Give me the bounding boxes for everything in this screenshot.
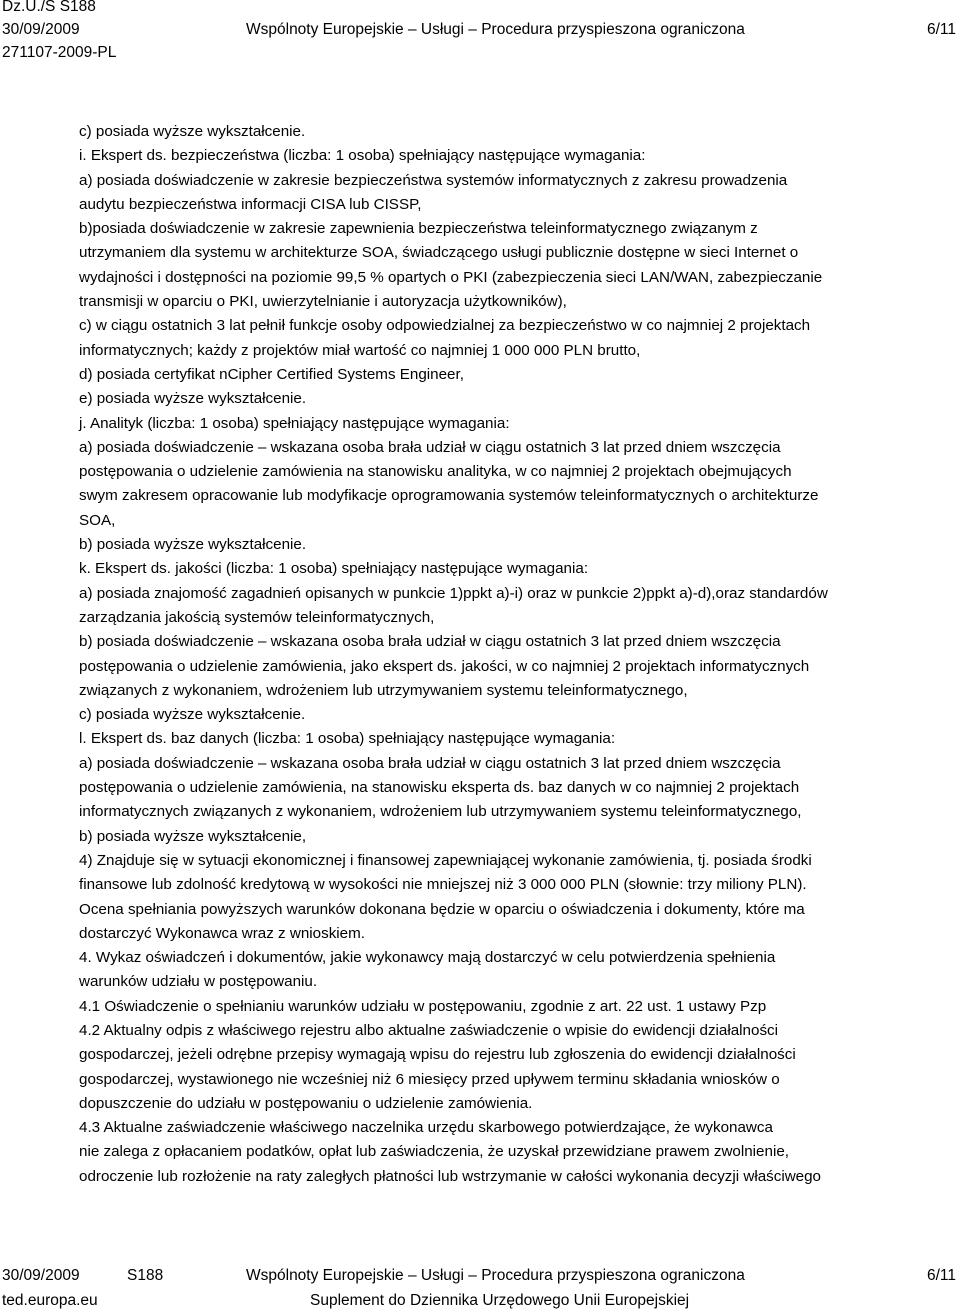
body-line: 4.3 Aktualne zaświadczenie właściwego naczelnika urzędu skarbowego potwierdzające, że wykonawca [79,1119,773,1137]
body-line: Ocena spełniania powyższych warunków dokonana będzie w oparciu o oświadczenia i dokumenty, które ma [79,900,805,918]
header-page-number: 6/11 [926,21,956,38]
body-line: c) posiada wyższe wykształcenie. [79,706,306,724]
body-line: zarządzania jakością systemów teleinformatycznych, [79,608,435,626]
body-line: gospodarczej, jeżeli odrębne przepisy wymagają wpisu do rejestru lub zgłoszenia do ewidencji działalności [79,1046,796,1064]
header-source: Dz.U./S S188 [2,0,96,15]
body-line: utrzymaniem dla systemu w architekturze SOA, świadczącego usługi publicznie dostępne w sieci Internet o [79,244,799,262]
body-line: postępowania o udzielenie zamówienia, jako ekspert ds. jakości, w co najmniej 2 projektach informatycznych [79,657,810,675]
footer-doc-code: S188 [127,1267,164,1284]
body-line: e) posiada wyższe wykształcenie. [79,390,307,408]
body-line: 4. Wykaz oświadczeń i dokumentów, jakie wykonawcy mają dostarczyć w celu potwierdzenia spełnienia [79,949,776,967]
body-line: k. Ekspert ds. jakości (liczba: 1 osoba) spełniający następujące wymagania: [79,560,589,578]
body-line: 4) Znajduje się w sytuacji ekonomicznej i finansowej zapewniającej wykonanie zamówienia, tj. posiada środki [79,851,812,869]
body-line: postępowania o udzielenie zamówienia, na stanowisku eksperta ds. baz danych w co najmniej 2 projektach [79,779,800,797]
body-line: nie zalega z opłacaniem podatków, opłat lub zaświadczenia, że uzyskał przewidziane prawem zwolnienie, [79,1143,789,1161]
footer-page-number: 6/11 [926,1267,956,1284]
body-line: a) posiada doświadczenie – wskazana osoba brała udział w ciągu ostatnich 3 lat przed dniem wszczęcia [79,438,781,456]
footer-date: 30/09/2009 [2,1267,80,1284]
body-line: informatycznych; każdy z projektów miał wartość co najmniej 1 000 000 PLN brutto, [79,341,641,359]
body-line: dostarczyć Wykonawca wraz z wnioskiem. [79,924,365,942]
footer-title: Wspólnoty Europejskie – Usługi – Procedura przyspieszona ograniczona [246,1267,745,1284]
body-line: wydajności i dostępności na poziomie 99,5 % opartych o PKI (zabezpieczenia sieci LAN/WAN, zabezpieczanie [79,268,823,286]
body-line: b) posiada wyższe wykształcenie, [79,827,307,845]
body-line: 4.2 Aktualny odpis z właściwego rejestru albo aktualne zaświadczenie o wpisie do ewidencji działalności [79,1021,779,1039]
footer-journal-name: Suplement do Dziennika Urzędowego Unii Europejskiej [310,1292,690,1309]
body-line: c) posiada wyższe wykształcenie. [79,123,306,140]
body-line: SOA, [79,511,116,529]
body-line: postępowania o udzielenie zamówienia na stanowisku analityka, w co najmniej 2 projektach obejmujących [79,463,792,481]
page-footer [0,1262,960,1311]
body-line: swym zakresem opracowanie lub modyfikacje oprogramowania systemów teleinformatycznych o architekturze [79,487,819,505]
body-line: a) posiada znajomość zagadnień opisanych w punkcie 1)ppkt a)-i) oraz w punkcie 2)ppkt a)-d),oraz standardów [79,584,828,602]
body-line: c) w ciągu ostatnich 3 lat pełnił funkcje osoby odpowiedzialnej za bezpieczeństwo w co najmniej 2 projektach [79,317,811,335]
body-line: b)posiada doświadczenie w zakresie zapewnienia bezpieczeństwa teleinformatycznego związanym z [79,220,758,238]
body-line: transmisji w oparciu o PKI, uwierzytelnianie i autoryzacja użytkowników), [79,293,567,311]
body-line: d) posiada certyfikat nCipher Certified Systems Engineer, [79,365,464,383]
page-header [0,0,960,72]
header-date: 30/09/2009 [2,21,80,38]
body-line: b) posiada doświadczenie – wskazana osoba brała udział w ciągu ostatnich 3 lat przed dniem wszczęcia [79,633,781,651]
footer-site-link[interactable]: ted.europa.eu [2,1292,98,1309]
body-line: warunków udziału w postępowaniu. [79,973,318,991]
body-line: i. Ekspert ds. bezpieczeństwa (liczba: 1 osoba) spełniający następujące wymagania: [79,147,646,165]
header-doc-id: 271107-2009-PL [2,44,117,61]
body-line: a) posiada doświadczenie – wskazana osoba brała udział w ciągu ostatnich 3 lat przed dniem wszczęcia [79,754,781,772]
body-line: związanych z wykonaniem, wdrożeniem lub utrzymywaniem systemu teleinformatycznego, [79,681,688,699]
body-line: j. Analityk (liczba: 1 osoba) spełniający następujące wymagania: [79,414,510,432]
body-line: gospodarczej, wystawionego nie wcześniej niż 6 miesięcy przed upływem terminu składania wniosków o [79,1070,780,1088]
body-line: odroczenie lub rozłożenie na raty zaległych płatności lub wstrzymanie w całości wykonania decyzji właściwego [79,1167,822,1185]
body-line: dopuszczenie do udziału w postępowaniu o udzielenie zamówienia. [79,1094,533,1112]
header-title: Wspólnoty Europejskie – Usługi – Procedura przyspieszona ograniczona [246,21,745,38]
body-line: informatycznych związanych z wykonaniem, wdrożeniem lub utrzymywaniem systemu teleinformatycznego, [79,803,802,821]
body-line: audytu bezpieczeństwa informacji CISA lub CISSP, [79,195,422,213]
body-line: l. Ekspert ds. baz danych (liczba: 1 osoba) spełniający następujące wymagania: [79,730,616,748]
body-line: finansowe lub zdolność kredytową w wysokości nie mniejszej niż 3 000 000 PLN (słownie: trzy miliony PLN). [79,876,807,894]
body-line: a) posiada doświadczenie w zakresie bezpieczeństwa systemów informatycznych z zakresu prowadzenia [79,171,788,189]
body-line: b) posiada wyższe wykształcenie. [79,536,307,554]
body-line: 4.1 Oświadczenie o spełnianiu warunków udziału w postępowaniu, zgodnie z art. 22 ust. 1 ustawy Pzp [79,997,767,1015]
document-body [79,120,955,1189]
